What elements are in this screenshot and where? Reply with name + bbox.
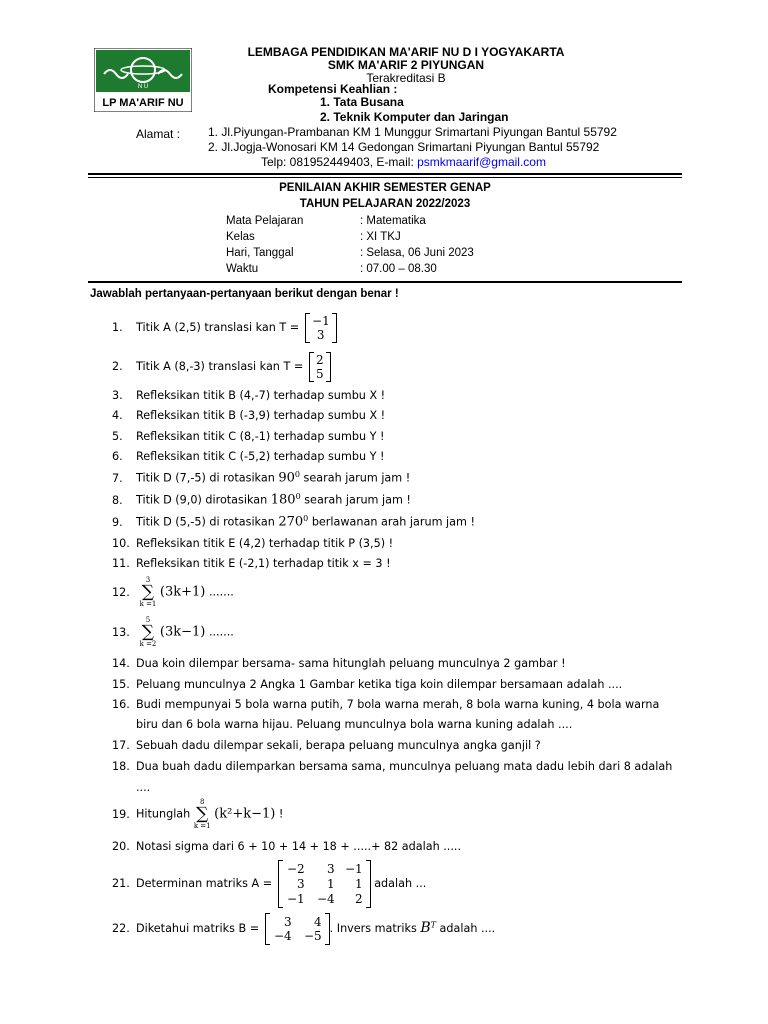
question-20 [112, 840, 461, 853]
q-text: Dua buah dadu dilemparkan bersama sama, munculnya peluang mata dadu lebih dari 8 adalah [136, 760, 673, 773]
question-12 [112, 577, 234, 608]
q-number: 19. [112, 807, 130, 821]
question-18 [112, 760, 672, 773]
kompetensi-1: 1. Tata Busana [320, 95, 404, 109]
svg-text:N U: N U [137, 84, 149, 90]
email-link[interactable]: psmkmaarif@gmail.com [417, 155, 546, 169]
matrix-cell: −4 [273, 929, 292, 943]
info-label: Mata Pelajaran [226, 215, 304, 227]
question-15 [112, 678, 622, 691]
instruction: Jawablah pertanyaan-pertanyaan berikut dengan benar ! [90, 288, 399, 300]
q-number: 3. [112, 389, 123, 402]
q-text: Peluang munculnya 2 Angka 1 Gambar ketika tiga koin dilempar bersamaan adalah .... [136, 678, 623, 691]
q-text: ....... [205, 585, 234, 599]
q-number: 10. [112, 537, 130, 550]
question-2 [112, 352, 331, 382]
q-number: 21. [112, 877, 130, 890]
q-number: 5. [112, 430, 123, 443]
question-17 [112, 739, 541, 752]
matrix-cell: 1 [327, 876, 335, 891]
q-number: 15. [112, 678, 130, 691]
q-number: 6. [112, 450, 123, 463]
question-7 [112, 470, 410, 486]
sigma-lower: k =1 [193, 822, 211, 830]
question-3 [112, 389, 385, 402]
q-text: Sebuah dadu dilempar sekali, berapa peluang munculnya angka ganjil ? [136, 739, 541, 752]
question-16 [112, 698, 659, 711]
question-16-cont: biru dan 6 bola warna hijau. Peluang munculnya bola warna kuning adalah .... [136, 718, 573, 731]
q-text: Titik D (9,0) dirotasikan [136, 493, 271, 507]
info-label: Kelas [226, 231, 255, 243]
info-value: : Matematika [360, 215, 426, 227]
q-number: 12. [112, 585, 130, 599]
q-text: ....... [205, 625, 234, 639]
q-number: 4. [112, 409, 123, 422]
matrix-cell: 4 [314, 915, 322, 929]
matrix [305, 313, 337, 343]
q-text: Titik D (7,-5) di rotasikan [136, 471, 279, 485]
question-11 [112, 557, 391, 570]
q-number: 9. [112, 515, 123, 529]
q-number: 1. [112, 321, 123, 334]
question-5 [112, 430, 384, 443]
matrix-cell: −1 [312, 314, 330, 328]
alamat-label: Alamat : [136, 127, 181, 141]
matrix-cell: 2 [355, 891, 363, 906]
q-text: Titik D (5,-5) di rotasikan [136, 515, 279, 529]
institution-name: LEMBAGA PENDIDIKAN MA'ARIF NU D I YOGYAKARTA [247, 45, 565, 59]
q-number: 7. [112, 471, 123, 485]
info-value: : 07.00 – 08.30 [360, 263, 437, 275]
question-22 [112, 913, 495, 945]
kompetensi-label: Kompetensi Keahlian : [268, 82, 398, 96]
accreditation: Terakreditasi B [366, 71, 446, 85]
degree-value: 90 [278, 470, 295, 486]
q-text: Refleksikan titik B (-3,9) terhadap sumbu X ! [136, 409, 386, 422]
q-number: 18. [112, 760, 130, 773]
q-text: Titik A (8,-3) translasi kan T = [136, 360, 304, 373]
question-4 [112, 409, 385, 422]
question-18-cont: .... [136, 781, 151, 794]
matrix-cell: −2 [286, 861, 305, 876]
question-13 [112, 617, 234, 648]
matrix-cell: 3 [327, 861, 335, 876]
q-text: Notasi sigma dari 6 + 10 + 14 + 18 + .....+ 82 adalah ..... [136, 840, 461, 853]
matrix-a [278, 860, 371, 908]
question-6 [112, 450, 384, 463]
q-text: ! [275, 807, 284, 821]
sigma-expression: (3k+1) [159, 584, 206, 600]
q-number: 13. [112, 625, 130, 639]
q-text: searah jarum jam ! [299, 471, 411, 485]
sigma-symbol: 3 ∑ k =1 [139, 576, 157, 608]
contact-line [261, 155, 546, 169]
q-text: Diketahui matriks B = [136, 922, 260, 935]
matrix-b [265, 913, 330, 945]
sigma-upper: 3 [145, 576, 151, 584]
q-number: 20. [112, 840, 130, 853]
degree-sup: 0 [294, 470, 300, 479]
q-text: Hitunglah [136, 807, 194, 821]
degree-sup: 0 [295, 492, 301, 501]
question-21 [112, 860, 426, 908]
q-text: . Invers matriks [329, 922, 421, 935]
exam-title: PENILAIAN AKHIR SEMESTER GENAP [279, 182, 491, 194]
q-number: 22. [112, 922, 130, 935]
matrix-cell: −1 [286, 891, 305, 906]
header-divider-thick [88, 173, 682, 175]
matrix-cell: 5 [315, 367, 324, 381]
matrix-cell: −1 [344, 861, 363, 876]
matrix-cell: −4 [316, 891, 335, 906]
exam-year: TAHUN PELAJARAN 2022/2023 [299, 198, 471, 210]
question-14 [112, 657, 566, 670]
q-number: 2. [112, 360, 123, 373]
question-9 [112, 514, 475, 530]
sigma-lower: k =2 [139, 640, 157, 648]
info-label: Waktu [226, 263, 259, 275]
question-1 [112, 313, 337, 343]
q-text: Dua koin dilempar bersama- sama hitunglah peluang munculnya 2 gambar ! [136, 657, 566, 670]
q-text: Budi mempunyai 5 bola warna putih, 7 bola warna merah, 8 bola warna kuning, 4 bola warna [136, 698, 660, 711]
kompetensi-2: 2. Teknik Komputer dan Jaringan [320, 110, 509, 124]
info-label: Hari, Tanggal [226, 247, 294, 259]
phone-text: Telp: 081952449403, E-mail: [261, 155, 418, 169]
q-number: 14. [112, 657, 130, 670]
alamat-1: 1. Jl.Piyungan-Prambanan KM 1 Munggur Srimartani Piyungan Bantul 55792 [208, 125, 617, 139]
transpose-sup: T [430, 920, 436, 930]
q-text: adalah .... [436, 922, 496, 935]
school-name: SMK MA'ARIF 2 PIYUNGAN [327, 58, 485, 72]
svg-text:LP MA'ARIF NU: LP MA'ARIF NU [102, 97, 184, 109]
matrix [309, 352, 331, 382]
matrix-b-symbol: B [420, 920, 431, 936]
exam-info-labels [226, 213, 303, 277]
question-10 [112, 537, 393, 550]
q-text: Refleksikan titik C (-5,2) terhadap sumbu Y ! [136, 450, 385, 463]
degree-sup: 0 [303, 514, 309, 523]
alamat-2: 2. Jl.Jogja-Wonosari KM 14 Gedongan Srimartani Piyungan Bantul 55792 [208, 140, 600, 154]
sigma-upper: 5 [145, 616, 151, 624]
info-value: : XI TKJ [360, 231, 401, 243]
matrix-cell: 3 [316, 328, 325, 342]
degree-value: 270 [278, 514, 304, 530]
sigma-symbol: 8 ∑ k =1 [193, 798, 211, 830]
header-divider-thin [88, 177, 682, 178]
q-text: adalah ... [370, 877, 427, 890]
exam-info-values [360, 213, 474, 277]
q-text: Refleksikan titik C (8,-1) terhadap sumbu Y ! [136, 430, 385, 443]
sigma-upper: 8 [199, 798, 205, 806]
sigma-lower: k =1 [139, 600, 157, 608]
q-text: Titik A (2,5) translasi kan T = [136, 321, 300, 334]
q-text: berlawanan arah jarum jam ! [308, 515, 475, 529]
info-divider [88, 281, 682, 283]
q-text: Refleksikan titik E (-2,1) terhadap titik x = 3 ! [136, 557, 391, 570]
q-text: Determinan matriks A = [136, 877, 273, 890]
question-19 [112, 799, 283, 830]
question-8 [112, 492, 411, 508]
info-value: : Selasa, 06 Juni 2023 [360, 247, 474, 259]
q-number: 11. [112, 557, 130, 570]
matrix-cell: 1 [355, 876, 363, 891]
matrix-cell: −5 [303, 929, 322, 943]
q-text: Refleksikan titik E (4,2) terhadap titik P (3,5) ! [136, 537, 394, 550]
lp-maarif-logo [94, 48, 192, 112]
q-text: Refleksikan titik B (4,-7) terhadap sumbu X ! [136, 389, 386, 402]
sigma-expression: (3k−1) [159, 624, 206, 640]
degree-value: 180 [270, 492, 296, 508]
q-number: 17. [112, 739, 130, 752]
matrix-cell: 3 [284, 915, 292, 929]
matrix-cell: 3 [297, 876, 305, 891]
q-number: 16. [112, 698, 130, 711]
matrix-cell: 2 [315, 353, 324, 367]
sigma-symbol: 5 ∑ k =2 [139, 616, 157, 648]
q-text: searah jarum jam ! [300, 493, 411, 507]
q-number: 8. [112, 493, 123, 507]
sigma-expression: (k²+k−1) [214, 806, 276, 822]
